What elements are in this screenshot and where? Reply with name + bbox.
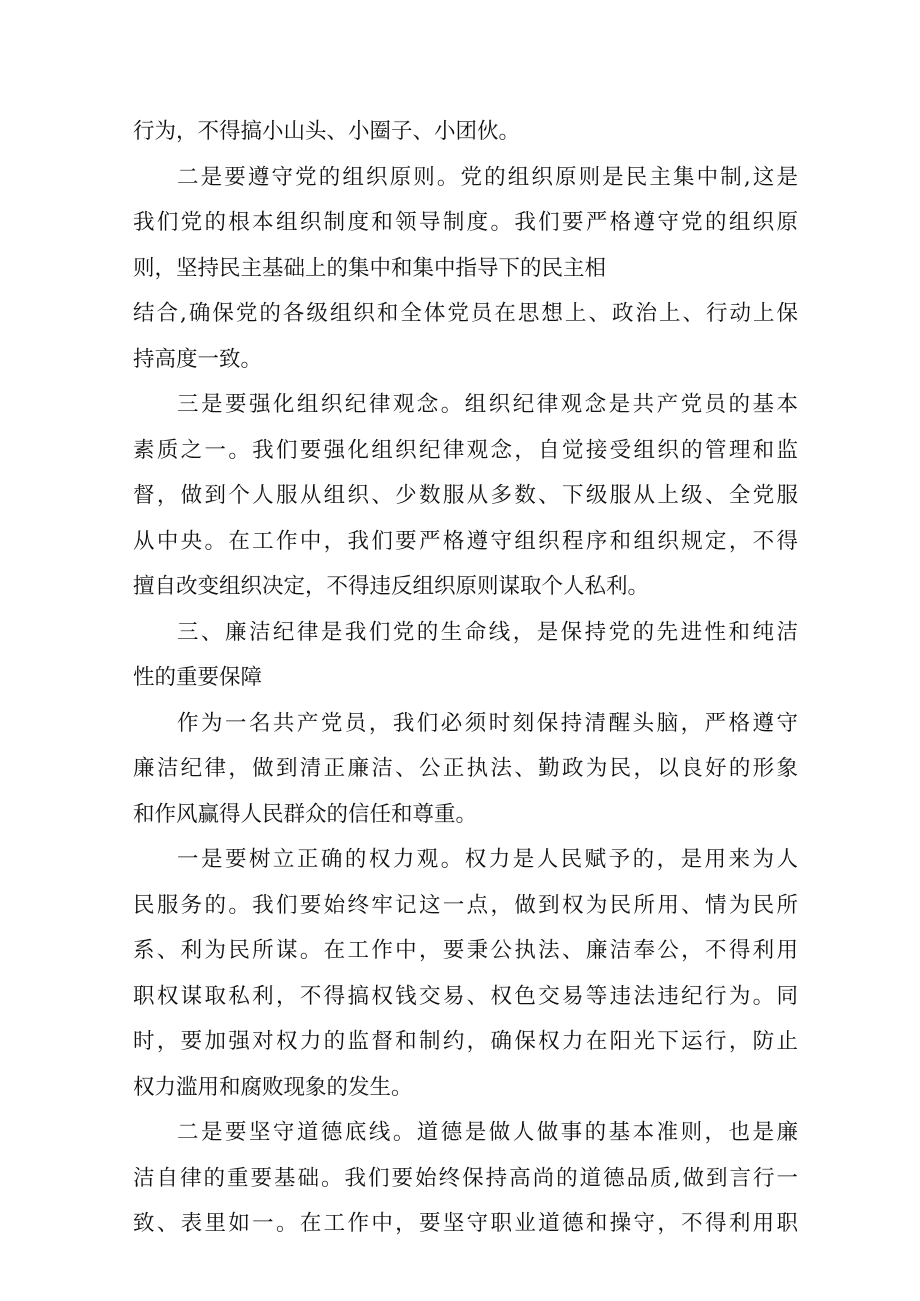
text-line: 督，做到个人服从组织、少数服从多数、下级服从上级、全党服 <box>133 483 798 508</box>
text-line: 行为，不得搞小山头、小圈子、小团伙。 <box>133 119 521 144</box>
text-line: 二是要坚守道德底线。道德是做人做事的基本准则，也是廉 <box>177 1120 798 1145</box>
document-body <box>133 109 798 1247</box>
text-line: 廉洁纪律，做到清正廉洁、公正执法、勤政为民，以良好的形象 <box>133 756 798 781</box>
text-line: 三是要强化组织纪律观念。组织纪律观念是共产党员的基本 <box>177 392 798 417</box>
text-line: 持高度一致。 <box>133 346 263 372</box>
text-line: 则，坚持民主基础上的集中和集中指导下的民主相 <box>133 255 607 281</box>
text-line: 我们党的根本组织制度和领导制度。我们要严格遵守党的组织原 <box>133 210 798 235</box>
text-line: 结合,确保党的各级组织和全体党员在思想上、政治上、行动上保 <box>133 301 798 326</box>
text-line: 和作风赢得人民群众的信任和尊重。 <box>133 801 478 827</box>
text-line: 三、廉洁纪律是我们党的生命线，是保持党的先进性和纯洁 <box>177 619 798 645</box>
text-line: 系、利为民所谋。在工作中，要秉公执法、廉洁奉公，不得利用 <box>133 938 798 963</box>
text-line: 从中央。在工作中，我们要严格遵守组织程序和组织规定，不得 <box>133 528 798 554</box>
text-line: 民服务的。我们要始终牢记这一点，做到权为民所用、情为民所 <box>133 892 798 918</box>
text-line: 致、表里如一。在工作中，要坚守职业道德和操守，不得利用职 <box>133 1211 798 1236</box>
text-line: 二是要遵守党的组织原则。党的组织原则是民主集中制,这是 <box>177 164 798 190</box>
text-line: 擅自改变组织决定，不得违反组织原则谋取个人私利。 <box>133 574 650 599</box>
text-line: 素质之一。我们要强化组织纪律观念，自觉接受组织的管理和监 <box>133 437 798 463</box>
text-line: 性的重要保障 <box>133 665 263 690</box>
text-line: 一是要树立正确的权力观。权力是人民赋予的，是用来为人 <box>177 847 798 872</box>
text-line: 洁自律的重要基础。我们要始终保持高尚的道德品质,做到言行一 <box>133 1165 798 1191</box>
text-line: 时，要加强对权力的监督和制约，确保权力在阳光下运行，防止 <box>133 1029 798 1054</box>
text-line: 作为一名共产党员，我们必须时刻保持清醒头脑，严格遵守 <box>177 710 798 736</box>
text-line: 权力滥用和腐败现象的发生。 <box>133 1074 413 1100</box>
text-line: 职权谋取私利，不得搞权钱交易、权色交易等违法违纪行为。同 <box>133 983 798 1009</box>
